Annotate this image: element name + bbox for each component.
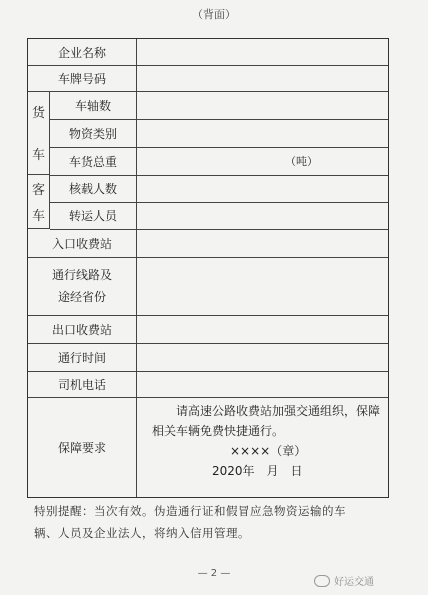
row-passengers: [50, 202, 388, 230]
bus-char-2: 车: [31, 209, 45, 225]
truck-group-label: [28, 91, 50, 175]
cargo-weight-value[interactable]: [136, 147, 388, 175]
row-plate: [28, 65, 388, 92]
row-exit-station: [28, 315, 388, 344]
route-value[interactable]: [136, 257, 388, 315]
row-cargo-type: [50, 119, 388, 148]
truck-char-1: 货: [31, 106, 45, 122]
row-capacity: [50, 175, 388, 203]
row-time: [28, 343, 388, 372]
axles-label: 车轴数: [50, 91, 137, 119]
driver-phone-label: 司机电话: [28, 371, 137, 397]
date-text: 2020年 月 日: [212, 464, 303, 478]
cargo-type-label: 物资类别: [50, 119, 137, 147]
wechat-icon: [314, 575, 330, 587]
row-requirement: [28, 397, 388, 497]
cargo-type-value[interactable]: [136, 119, 388, 147]
exit-station-value[interactable]: [136, 315, 388, 343]
reminder-line-1: 特别提醒：当次有效。伪造通行证和假冒应急物资运输的车: [34, 504, 346, 518]
plate-value[interactable]: [136, 65, 388, 91]
seal-text: ××××（章）: [230, 444, 307, 458]
route-label-line2: 途经省份: [57, 290, 106, 304]
passengers-label: 转运人员: [50, 202, 137, 229]
capacity-value[interactable]: [136, 175, 388, 202]
route-label: [28, 257, 137, 315]
company-value[interactable]: [136, 39, 388, 65]
requirement-line-1: 请高速公路收费站加强交通组织，保障: [176, 404, 381, 418]
row-entry-station: [28, 229, 388, 258]
requirement-label: 保障要求: [28, 397, 137, 497]
truck-char-2: 车: [31, 147, 45, 163]
page-header: （背面）: [192, 8, 236, 21]
page-number: — 2 —: [197, 568, 231, 579]
row-axles: [50, 91, 388, 120]
entry-station-label: 入口收费站: [28, 229, 137, 257]
row-driver-phone: [28, 371, 388, 398]
driver-phone-value[interactable]: [136, 371, 388, 397]
requirement-text: [152, 401, 382, 481]
plate-label: 车牌号码: [28, 65, 137, 91]
row-route: [28, 257, 388, 316]
watermark: [314, 573, 374, 588]
requirement-line-2: 相关车辆免费快捷通行。: [152, 424, 285, 438]
bus-char-1: 客: [31, 182, 45, 198]
axles-value[interactable]: [136, 91, 388, 119]
cargo-weight-label: 车货总重: [50, 147, 137, 175]
special-reminder: [34, 500, 394, 544]
row-company: [28, 39, 388, 66]
exit-station-label: 出口收费站: [28, 315, 137, 343]
company-label: 企业名称: [28, 39, 137, 65]
entry-station-value[interactable]: [136, 229, 388, 257]
route-label-line1: 通行线路及: [51, 268, 112, 282]
capacity-label: 核载人数: [50, 175, 137, 202]
row-cargo-weight: [50, 147, 388, 176]
reminder-line-2: 辆、人员及企业法人，将纳入信用管理。: [34, 526, 250, 540]
time-label: 通行时间: [28, 343, 137, 371]
permit-form: [27, 38, 389, 498]
weight-unit: （吨）: [285, 155, 318, 168]
watermark-text: 好运交通: [334, 577, 374, 588]
time-value[interactable]: [136, 343, 388, 371]
passengers-value[interactable]: [136, 202, 388, 229]
bus-group-label: [28, 175, 50, 229]
